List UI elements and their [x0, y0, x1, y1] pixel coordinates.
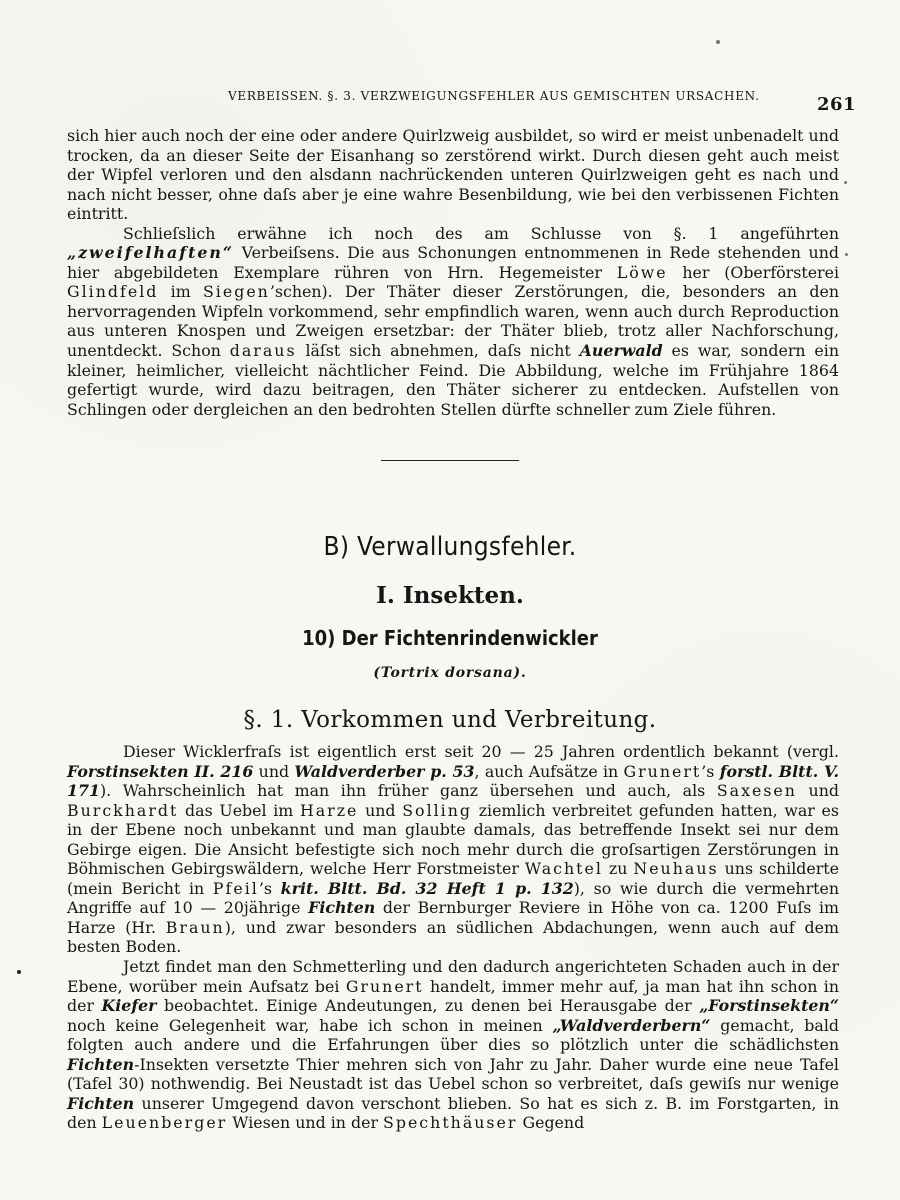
paragraph-text: und — [796, 781, 839, 801]
paragraph-verbeissen — [67, 224, 839, 419]
paragraph-text: ’s — [258, 878, 281, 898]
citation: krit. Bltt. Bd. 32 Heft 1 p. 132 — [280, 878, 574, 898]
chapter-title: 10) Der Fichtenrindenwickler — [302, 626, 598, 650]
citation: Forstinsekten II. 216 — [67, 761, 254, 781]
paper-speck — [716, 40, 720, 44]
paper-speck — [845, 253, 848, 256]
paragraph-text: uns schilderte (mein Bericht in — [67, 859, 839, 898]
emphasized-quote: „zweifelhaften“ — [67, 243, 234, 263]
paper-speck — [844, 181, 847, 184]
paragraph-text: gemacht, bald folgten auch andere und die Erfahrungen über dies so plötzlich unter die schädlichsten — [67, 1015, 839, 1055]
paragraph-text: , auch Aufsätze in — [474, 761, 624, 781]
paragraph-text: noch keine Gelegenheit war, habe ich schon in meinen — [67, 1015, 553, 1035]
species-name: Fichten — [67, 1054, 135, 1074]
species-name: Auerwald — [579, 341, 663, 361]
place-name: Leuenberger — [101, 1113, 228, 1133]
paragraph-text: Gegend — [517, 1113, 585, 1133]
place-name: Solling — [402, 800, 473, 820]
running-head: VERBEISSEN. §. 3. VERZWEIGUNGSFEHLER AUS GEMISCHTEN URSACHEN. — [228, 89, 760, 103]
citation: forstl. Bltt. V. 171 — [67, 761, 839, 801]
paragraph-text: Dieser Wicklerfraſs ist eigentlich erst seit 20 — 25 Jahren ordentlich bekannt (vergl. — [123, 742, 839, 761]
paragraph-continuation — [67, 126, 839, 224]
paragraph-text: handelt, immer mehr auf, ja man hat ihn schon in der — [67, 976, 839, 1016]
place-name: Harze — [299, 800, 359, 820]
paragraph-text: Jetzt findet man den Schmetterling und den dadurch angerichteten Schaden auch in der Ebene, worüber mein Aufsatz bei — [67, 957, 839, 996]
bottom-text-block — [67, 742, 839, 1133]
subsection-title: I. Insekten. — [376, 582, 524, 609]
person-name: Wachtel — [524, 859, 603, 879]
paragraph-text: das Uebel im — [178, 800, 300, 820]
paragraph-text: ), so wie durch die vermehrten Angriffe auf 10 — 20jährige — [67, 878, 840, 918]
citation: Waldverderber p. 53 — [294, 761, 475, 781]
species-name: Kiefer — [101, 996, 157, 1016]
person-name: Pfeil — [212, 878, 259, 898]
chapter-subtitle: (Tortrix dorsana). — [373, 665, 527, 681]
species-name: Fichten — [67, 1093, 135, 1113]
page-number: 261 — [817, 94, 857, 115]
paragraph-text: ’s — [701, 761, 720, 781]
paragraph-text: sich hier auch noch der eine oder andere Quirlzweig ausbildet, so wird er meist unbenadelt und trocken, da an dieser Seite der Eisanhang so zerstörend wirkt. Durch diesen geht auch meist der Wipfel verloren und den alsdann nachrückenden unteren Quirlzweigen geht es nach und nach nicht besser, ohne daſs aber je eine wahre Besenbildung, wie bei den verbissenen Fichten eintritt. — [67, 126, 839, 224]
paragraph-text: es war, sondern ein kleiner, heimlicher, vielleicht nächtlicher Feind. Die Abbildung, welche im Frühjahre 1864 gefertigt wurde, wird dazu beitragen, den Thäter sicherer zu entdecken. Aufstellen von Schlingen oder dergleichen an den bedrohten Stellen dürfte schneller zum Ziele führen. — [67, 341, 839, 419]
person-name: Saxesen — [716, 781, 797, 801]
paragraph-history — [67, 742, 839, 957]
paragraph-text: zu — [602, 859, 634, 879]
paragraph-heading: §. 1. Vorkommen und Verbreitung. — [243, 707, 657, 733]
paragraph-text: ziemlich verbreitet gefunden hatten, war es in der Ebene noch unbekannt und man glaubte damals, das betreffende Insekt sei nur dem Gebirge eigen. Die Ansicht befestigte sich noch mehr durch die groſsartigen Zerstörungen in Böhmischen Gebirgswäldern, welche Herr Forstmeister — [67, 800, 839, 879]
section-title: B) Verwallungsfehler. — [323, 532, 577, 562]
paragraph-text: -Insekten versetzte Thier mehren sich von Jahr zu Jahr. Daher wurde eine neue Tafel (Tafel 30) nothwendig. Bei Neustadt ist das Uebel schon so verbreitet, daſs gewiſs nur wenige — [67, 1054, 839, 1094]
place-name: Siegen — [202, 282, 270, 302]
paragraph-text: läſst sich abnehmen, daſs nicht — [296, 341, 580, 361]
paragraph-text: im — [158, 282, 203, 302]
paragraph-text: Wiesen und in der — [227, 1113, 384, 1133]
paragraph-current-status — [67, 957, 839, 1133]
citation: „Forstinsekten“ — [699, 996, 839, 1016]
section-divider — [381, 460, 519, 461]
emphasized-word: daraus — [229, 341, 297, 361]
paragraph-text: Schlieſslich erwähne ich noch des am Schlusse von §. 1 angeführten — [123, 223, 839, 243]
paragraph-text: ), und zwar besonders an südlichen Abdachungen, wenn auch auf dem besten Boden. — [67, 917, 839, 957]
place-name: Spechthäuser — [383, 1113, 518, 1133]
paragraph-text: ). Wahrscheinlich hat man ihn früher ganz übersehen und auch, als — [99, 781, 717, 801]
place-name: Glindfeld — [67, 282, 159, 302]
paragraph-text: und — [253, 761, 295, 781]
person-name: Grunert — [623, 761, 702, 781]
paragraph-text: her (Oberförsterei — [667, 262, 839, 282]
citation: „Waldverderbern“ — [552, 1015, 711, 1035]
margin-mark — [17, 970, 21, 974]
person-name: Löwe — [616, 262, 668, 282]
species-name: Fichten — [308, 898, 376, 918]
person-name: Braun — [165, 917, 225, 937]
paragraph-text: und — [358, 800, 403, 820]
paragraph-text: ’schen). Der Thäter dieser Zerstörungen, die, besonders an den hervorragenden Wipfeln vorkommend, sehr empfindlich waren, wenn auch durch Reproduction aus unteren Knospen und Zweigen ersetzbar: der Thäter blieb, trotz aller Nachforschung, unentdeckt. Schon — [67, 282, 839, 361]
top-text-block — [67, 126, 839, 419]
person-name: Burckhardt — [67, 800, 179, 820]
paragraph-text: der Bernburger Reviere in Höhe von ca. 1200 Fuſs im Harze (Hr. — [67, 898, 840, 937]
paragraph-text: unserer Umgegend davon verschont blieben. So hat es sich z. B. im Forstgarten, in den — [67, 1093, 839, 1133]
person-name: Grunert — [345, 976, 424, 996]
paragraph-text: beobachtet. Einige Andeutungen, zu denen bei Herausgabe der — [156, 996, 700, 1016]
paragraph-text: Verbeiſsens. Die aus Schonungen entnommenen in Rede stehenden und hier abgebildeten Exemplare rühren von Hrn. Hegemeister — [67, 243, 839, 282]
place-name: Neuhaus — [633, 859, 719, 879]
